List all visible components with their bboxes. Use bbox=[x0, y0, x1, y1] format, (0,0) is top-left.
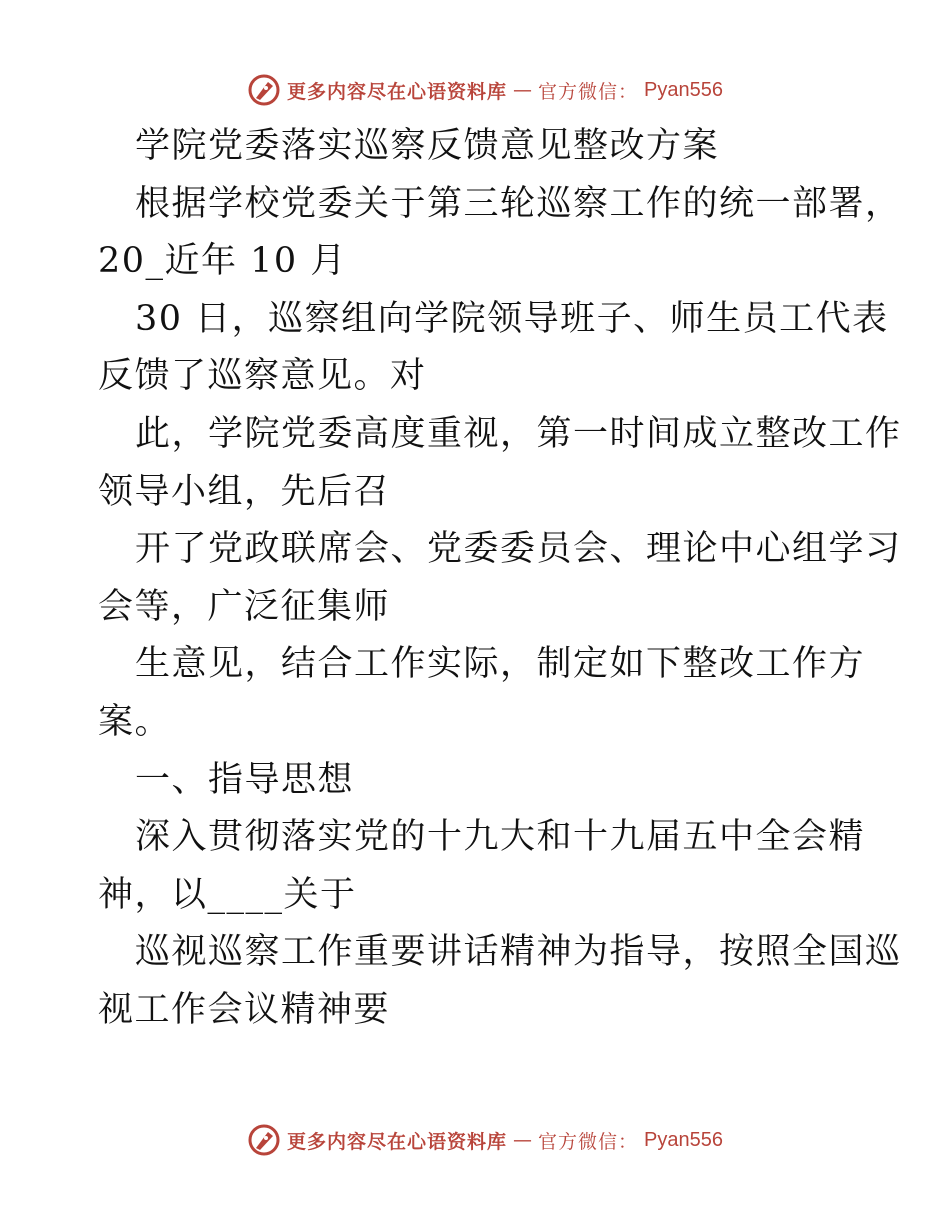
paragraph-line: 巡视巡察工作重要讲话精神为指导，按照全国巡 bbox=[135, 932, 902, 973]
header-separator: — bbox=[513, 79, 533, 101]
paragraph-line: 领导小组，先后召 bbox=[98, 471, 391, 512]
paragraph-line: 根据学校党委关于第三轮巡察工作的统一部署， bbox=[135, 183, 902, 224]
header-wechat-label: 官方微信： bbox=[538, 80, 639, 103]
paragraph-line: 30 日，巡察组向学院领导班子、师生员工代表 bbox=[135, 298, 889, 339]
footer-wechat-label: 官方微信： bbox=[538, 1130, 639, 1153]
document-body bbox=[98, 118, 902, 1040]
pen-nib-logo-icon bbox=[247, 73, 281, 107]
paragraph-line: 会等，广泛征集师 bbox=[98, 586, 391, 627]
section-heading: 一、指导思想 bbox=[135, 759, 355, 800]
footer-banner-content bbox=[247, 1123, 723, 1157]
footer-brand-text: 更多内容尽在心语资料库 bbox=[287, 1130, 508, 1153]
paragraph-line: 视工作会议精神要 bbox=[98, 989, 391, 1030]
header-wechat-id: Pyan556 bbox=[644, 78, 723, 101]
header-brand-text: 更多内容尽在心语资料库 bbox=[287, 80, 508, 103]
footer-separator: — bbox=[513, 1129, 533, 1151]
paragraph-line: 生意见，结合工作实际，制定如下整改工作方 bbox=[135, 644, 866, 685]
paragraph-line: 此，学院党委高度重视，第一时间成立整改工作 bbox=[135, 413, 902, 454]
pen-nib-logo-icon bbox=[247, 1123, 281, 1157]
document-title: 学院党委落实巡察反馈意见整改方案 bbox=[135, 126, 720, 166]
paragraph-line: 深入贯彻落实党的十九大和十九届五中全会精 bbox=[135, 817, 866, 858]
paragraph-line: 开了党政联席会、党委委员会、理论中心组学习 bbox=[135, 529, 902, 570]
paragraph-line: 神，以____关于 bbox=[98, 874, 357, 915]
paragraph-line: 反馈了巡察意见。对 bbox=[98, 356, 427, 397]
paragraph-line: 20_近年 10 月 bbox=[98, 241, 347, 282]
header-banner bbox=[0, 70, 950, 110]
paragraph-line: 案。 bbox=[98, 701, 172, 742]
header-banner-content bbox=[247, 73, 723, 107]
footer-banner bbox=[0, 1120, 950, 1160]
footer-wechat-id: Pyan556 bbox=[644, 1128, 723, 1151]
